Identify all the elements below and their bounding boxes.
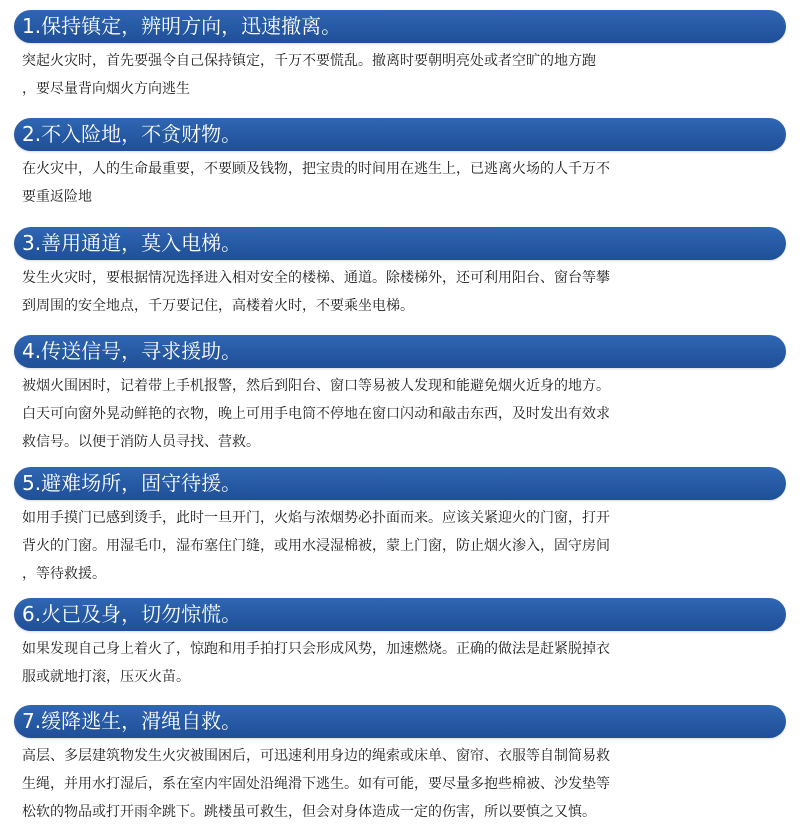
body-line: ，等待救援。 [22,566,106,582]
section-body [22,504,784,588]
body-line: 发生火灾时，要根据情况选择进入相对安全的楼梯、通道。除楼梯外，还可利用阳台、窗台等攀 [22,270,610,286]
section-title: 2.不入险地，不贪财物。 [22,122,242,146]
body-line: 在火灾中，人的生命最重要，不要顾及钱物，把宝贵的时间用在逃生上，已逃离火场的人千万不 [22,161,610,177]
section-title: 6.火已及身，切勿惊慌。 [22,602,242,626]
section-banner [14,335,786,368]
body-line: 到周围的安全地点，千万要记住，高楼着火时，不要乘坐电梯。 [22,298,414,314]
section-body [22,635,784,691]
section-banner [14,118,786,151]
body-line: 要重返险地 [22,189,92,205]
section-title: 4.传送信号，寻求援助。 [22,339,242,363]
section-banner [14,227,786,260]
body-line: 被烟火围困时，记着带上手机报警，然后到阳台、窗口等易被人发现和能避免烟火近身的地方。 [22,378,610,394]
body-line: ，要尽量背向烟火方向逃生 [22,81,190,97]
section-body [22,155,784,211]
body-line: 生绳，并用水打湿后，系在室内牢固处沿绳滑下逃生。如有可能，要尽量多抱些棉被、沙发垫等 [22,776,610,792]
body-line: 服或就地打滚，压灭火苗。 [22,669,190,685]
section-body [22,372,784,456]
section-title: 7.缓降逃生，滑绳自救。 [22,709,242,733]
section-banner [14,705,786,738]
section-title: 1.保持镇定，辨明方向，迅速撤离。 [22,14,342,38]
body-line: 如用手摸门已感到烫手，此时一旦开门，火焰与浓烟势必扑面而来。应该关紧迎火的门窗，打开 [22,510,610,526]
section-body [22,264,784,320]
body-line: 如果发现自己身上着火了，惊跑和用手拍打只会形成风势，加速燃烧。正确的做法是赶紧脱掉衣 [22,641,610,657]
section-title: 5.避难场所，固守待援。 [22,471,242,495]
body-line: 高层、多层建筑物发生火灾被围困后，可迅速利用身边的绳索或床单、窗帘、衣服等自制简易救 [22,748,610,764]
body-line: 突起火灾时，首先要强令自己保持镇定，千万不要慌乱。撤离时要朝明亮处或者空旷的地方跑 [22,53,596,69]
section-body [22,742,784,826]
body-line: 救信号。以便于消防人员寻找、营救。 [22,434,260,450]
section-title: 3.善用通道，莫入电梯。 [22,231,242,255]
body-line: 背火的门窗。用湿毛巾，湿布塞住门缝，或用水浸湿棉被，蒙上门窗，防止烟火渗入，固守房间 [22,538,610,554]
section-banner [14,10,786,43]
section-body [22,47,784,103]
section-banner [14,467,786,500]
body-line: 白天可向窗外晃动鲜艳的衣物，晚上可用手电筒不停地在窗口闪动和敲击东西，及时发出有效求 [22,406,610,422]
section-banner [14,598,786,631]
body-line: 松软的物品或打开雨伞跳下。跳楼虽可救生，但会对身体造成一定的伤害，所以要慎之又慎。 [22,804,596,820]
